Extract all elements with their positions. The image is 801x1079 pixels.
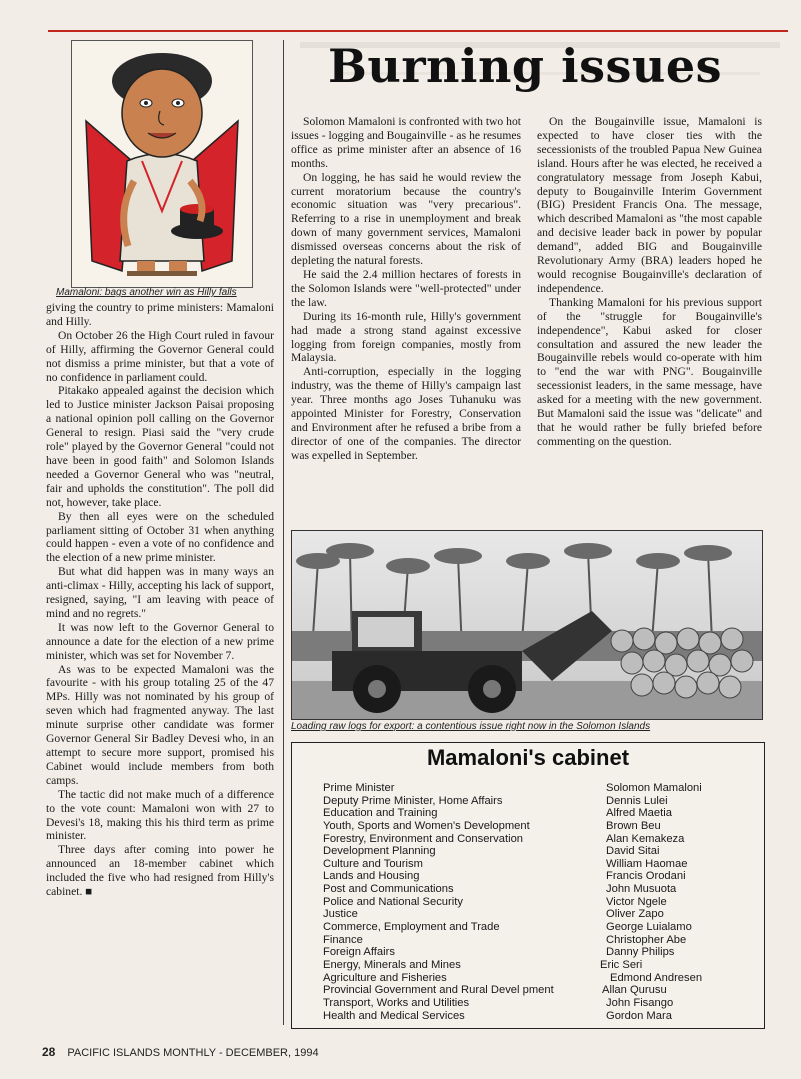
- cabinet-minister: Allan Qurusu: [602, 984, 667, 997]
- cabinet-minister: George Luialamo: [606, 921, 692, 934]
- paragraph: Anti-corruption, especially in the logging industry, was the theme of Hilly's campaign last year. Three months ago Joses Tuhanuku was appointed Minister for Forestry, Conservation and Environment after he refused a bribe from a director of one of the companies. The director was expelled in September.: [291, 365, 521, 462]
- paragraph: Solomon Mamaloni is confronted with two hot issues - logging and Bougainville - as he resumes office as prime minister after an absence of 16 months.: [291, 115, 521, 170]
- cabinet-row: [323, 934, 743, 947]
- cabinet-row: [323, 795, 743, 808]
- cabinet-role: Education and Training: [323, 807, 438, 820]
- cabinet-role: Post and Communications: [323, 883, 454, 896]
- cabinet-minister: Alan Kemakeza: [606, 832, 685, 845]
- cabinet-role: Foreign Affairs: [323, 946, 395, 959]
- cabinet-list: [323, 782, 743, 1022]
- page-number: 28: [42, 1045, 56, 1059]
- cabinet-minister: Solomon Mamaloni: [606, 782, 702, 794]
- cabinet-minister: Dennis Lulei: [606, 794, 668, 807]
- cabinet-minister: Christopher Abe: [606, 933, 687, 946]
- cabinet-role: Deputy Prime Minister, Home Affairs: [323, 794, 503, 807]
- paragraph: As was to be expected Mamaloni was the favourite - with his group totaling 25 of the 47 MPs. Hilly was not nominated by his group of seven which had fragmented anyway. The last minute surprise other candidate was former Governor General Sir Badley Devesi who, in an attempt to secure more support, promised his Cabinet would include members from both camps.: [46, 662, 274, 787]
- paragraph: During its 16-month rule, Hilly's government had made a strong stand against excessive logging from foreign companies, mostly from Malaysia.: [291, 309, 521, 365]
- cabinet-minister: Brown Beu: [606, 819, 661, 832]
- cabinet-row: [323, 833, 743, 846]
- paragraph: The tactic did not make much of a difference to the vote count: Mamaloni won with 27 to Devesi's 18, making this his third term as prime minister.: [46, 787, 274, 843]
- paragraph: He said the 2.4 million hectares of forests in the Solomon Islands were "well-protected" under the law.: [291, 267, 521, 309]
- cabinet-role: Commerce, Employment and Trade: [323, 921, 500, 934]
- cabinet-row: [323, 984, 743, 997]
- cabinet-box: [291, 742, 765, 1029]
- cabinet-row: [323, 858, 743, 871]
- paragraph: It was now left to the Governor General to announce a date for the election of a new prime minister, which was set for November 7.: [46, 620, 274, 662]
- cabinet-minister: John Fisango: [606, 996, 674, 1009]
- publication-line: PACIFIC ISLANDS MONTHLY - DECEMBER, 1994: [67, 1047, 319, 1059]
- cabinet-row: [323, 870, 743, 883]
- cabinet-role: Prime Minister: [323, 782, 395, 794]
- cabinet-row: [323, 845, 743, 858]
- article-column-3: [537, 115, 762, 449]
- cartoon-illustration: [71, 40, 253, 288]
- cabinet-row: [323, 820, 743, 833]
- logging-photo: [291, 530, 763, 720]
- cabinet-role: Youth, Sports and Women's Development: [323, 819, 530, 832]
- cabinet-minister: Victor Ngele: [606, 895, 667, 908]
- cartoon-caption: Mamaloni: bags another win as Hilly falls: [56, 287, 237, 298]
- cabinet-row: [323, 908, 743, 921]
- cabinet-row: [323, 782, 743, 795]
- cabinet-role: Culture and Tourism: [323, 857, 423, 870]
- cabinet-role: Health and Medical Services: [323, 1009, 465, 1022]
- paragraph: Pitakako appealed against the decision which led to Justice minister Jackson Paisai proposing a national opinion poll calling on the Governor General to resign. Piasi said the "very crude role" played by the Governor General "could not have been in good faith" and Solomon Islands needed a Governor General who was "neutral, fair and upholds the constitution". The poll did not, however, take place.: [46, 384, 274, 509]
- cabinet-row: [323, 807, 743, 820]
- photo-caption: Loading raw logs for export: a contentious issue right now in the Solomon Islands: [291, 721, 651, 732]
- cabinet-row: [323, 921, 743, 934]
- cabinet-role: Provincial Government and Rural Devel pment: [323, 984, 554, 997]
- cabinet-row: [323, 896, 743, 909]
- cabinet-minister: Alfred Maetia: [606, 807, 672, 820]
- cabinet-title: Mamaloni's cabinet: [426, 745, 630, 770]
- cabinet-minister: John Musuota: [606, 883, 677, 896]
- paragraph: On October 26 the High Court ruled in favour of Hilly, affirming the Governor General could not dismiss a prime minister, but that a vote of no confidence in parliament could.: [46, 328, 274, 384]
- paragraph: On the Bougainville issue, Mamaloni is expected to have closer ties with the secessionists of the troubled Papua New Guinea island. Hours after he was elected, he received a congratulatory message from Joseph Kabui, deputy to Bougainville Interim Government (BIG) President Francis Ona. The message, which described Mamaloni as "the most capable and decisive leader back in power by popular demand", added BIG and Bougainville Revolutionary Army (BRA) leaders hoped he would recognise Bougainville's declaration of independence.: [537, 115, 762, 295]
- cabinet-minister: David Sitai: [606, 845, 660, 858]
- cabinet-minister: Edmond Andresen: [610, 971, 703, 984]
- page-footer: [42, 1045, 319, 1059]
- cabinet-minister: Eric Seri: [600, 958, 643, 971]
- cabinet-role: Development Planning: [323, 845, 436, 858]
- cabinet-role: Lands and Housing: [323, 870, 420, 883]
- cabinet-row: [323, 972, 743, 985]
- cabinet-row: [323, 959, 743, 972]
- cabinet-role: Justice: [323, 908, 358, 921]
- cabinet-role: Energy, Minerals and Mines: [323, 958, 461, 971]
- paragraph: Three days after coming into power he announced an 18-member cabinet which included the five who had resigned from Hilly's cabinet. ■: [46, 843, 274, 899]
- article-column-1: [46, 301, 274, 899]
- cabinet-minister: Francis Orodani: [606, 870, 686, 883]
- cabinet-minister: William Haomae: [606, 857, 688, 870]
- paragraph: giving the country to prime ministers: Mamaloni and Hilly.: [46, 301, 274, 328]
- article-column-2: [291, 115, 521, 463]
- cabinet-minister: Danny Philips: [606, 946, 675, 959]
- paragraph: On logging, he has said he would review the current moratorium because the country's economic situation was "very precarious". Referring to a rise in unemployment and break down of many government services, Mamaloni dismissed overseas concerns about the risk of depleting the natural forests.: [291, 170, 521, 268]
- cabinet-row: [323, 946, 743, 959]
- paragraph: Thanking Mamaloni for his previous support of the "struggle for Bougainville's independence", Kabui asked for closer consultation and assured the new leader the Bougainville rebels would co-operate with him to "end the war with PNG". Bougainville secessionist leaders, in the same message, have asked for a meeting with the new government. But Mamaloni said the issue was "delicate" and that he would rather be fully briefed before commenting on the question.: [537, 295, 762, 448]
- cabinet-role: Forestry, Environment and Conservation: [323, 832, 524, 845]
- paragraph: By then all eyes were on the scheduled parliament sitting of October 31 when anything could happen - even a vote of no confidence and the election of a new prime minister.: [46, 509, 274, 565]
- cabinet-row: [323, 883, 743, 896]
- cabinet-minister: Gordon Mara: [606, 1009, 672, 1022]
- cabinet-role: Agriculture and Fisheries: [323, 971, 447, 984]
- cabinet-row: [323, 997, 743, 1010]
- column-divider: [283, 40, 284, 1025]
- cabinet-row: [323, 1010, 743, 1023]
- cabinet-role: Police and National Security: [323, 895, 463, 908]
- logging-scene-image: [292, 531, 762, 719]
- paragraph: But what did happen was in many ways an anti-climax - Hilly, accepting his lack of support, resigned, saying, "I am leaving with peace of mind and no regrets.": [46, 565, 274, 620]
- cabinet-minister: Oliver Zapo: [606, 908, 664, 921]
- cabinet-role: Transport, Works and Utilities: [323, 996, 470, 1009]
- caricature-drawing: [72, 41, 252, 287]
- headline: Burning issues: [328, 39, 722, 93]
- cabinet-role: Finance: [323, 933, 363, 946]
